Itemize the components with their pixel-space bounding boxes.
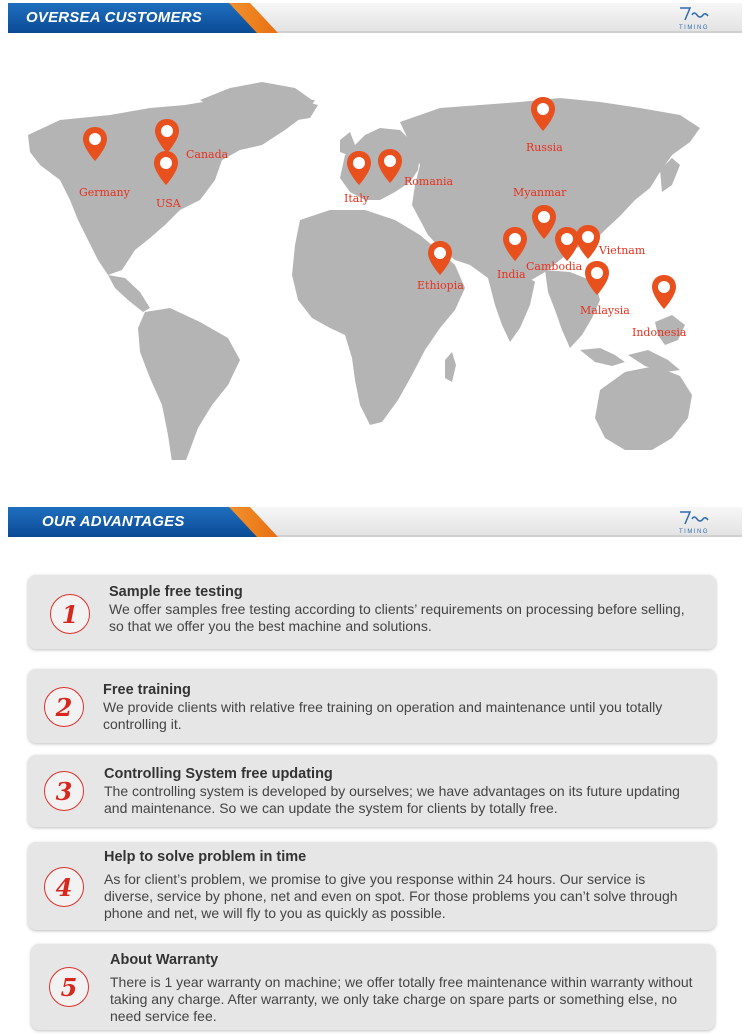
map-pin-label: Vietnam xyxy=(599,244,646,257)
map-pin-label: Ethiopia xyxy=(417,279,464,292)
advantage-heading: Free training xyxy=(103,682,191,698)
advantage-text: We offer samples free testing according to clients’ requirements on processing before selling, so that we offer you the best machine and solutions. xyxy=(109,601,685,634)
number-badge: 1 xyxy=(50,594,90,634)
map-pin-label: Russia xyxy=(526,141,563,154)
map-pin-label: Indonesia xyxy=(632,326,687,339)
advantage-text: As for client’s problem, we promise to give you response within 24 hours. Our service is diverse, service by phone, net and even on spot. For those problems you can’t solve through phone and net, we will fly to you as quickly as possible. xyxy=(104,871,678,921)
number-badge: 4 xyxy=(44,867,84,907)
advantage-heading: Controlling System free updating xyxy=(104,766,333,782)
advantage-text: We provide clients with relative free training on operation and maintenance until you totally controlling it. xyxy=(103,699,663,732)
map-pin-label: Myanmar xyxy=(513,186,567,199)
map-pin-icon xyxy=(346,150,372,186)
timing-logo: TIMING xyxy=(676,509,712,537)
advantage-card xyxy=(28,575,716,649)
world-map xyxy=(0,60,750,460)
map-pin-label: Malaysia xyxy=(580,304,630,317)
map-pin-icon xyxy=(377,148,403,184)
map-pin-label: Italy xyxy=(344,192,370,205)
map-pin-label: Cambodia xyxy=(526,260,583,273)
map-pin-icon xyxy=(584,260,610,296)
map-pin-label: USA xyxy=(156,197,181,210)
advantage-card xyxy=(28,669,716,743)
section-title: OVERSEA CUSTOMERS xyxy=(26,9,202,26)
advantage-heading: Sample free testing xyxy=(109,584,243,600)
map-pin-icon xyxy=(153,150,179,186)
map-pin-label: India xyxy=(497,268,526,281)
map-pin-icon xyxy=(502,226,528,262)
section-title: OUR ADVANTAGES xyxy=(42,513,185,530)
map-pin-icon xyxy=(575,224,601,260)
map-pin-icon xyxy=(530,96,556,132)
number-badge: 5 xyxy=(49,967,89,1007)
map-pin-icon xyxy=(651,274,677,310)
map-pin-label: Germany xyxy=(79,186,130,199)
timing-logo: TIMING xyxy=(676,5,712,33)
map-pin-icon xyxy=(82,126,108,162)
map-pin-icon xyxy=(427,240,453,276)
map-pin-label: Canada xyxy=(186,148,229,161)
advantage-card xyxy=(28,842,716,930)
map-pin-label: Romania xyxy=(404,175,454,188)
map-pin-icon xyxy=(154,118,180,154)
advantage-text: The controlling system is developed by ourselves; we have advantages on its future updating and maintenance. So we can update the system for clients by totally free. xyxy=(104,783,680,816)
our-advantages-banner xyxy=(8,507,742,537)
advantage-card xyxy=(28,755,716,827)
world-map-graphic xyxy=(0,60,750,460)
number-badge: 2 xyxy=(44,687,84,727)
advantage-heading: Help to solve problem in time xyxy=(104,849,307,865)
advantage-heading: About Warranty xyxy=(110,952,219,968)
advantage-card xyxy=(31,944,715,1030)
oversea-customers-banner xyxy=(8,3,742,33)
number-badge: 3 xyxy=(44,771,84,811)
advantage-text: There is 1 year warranty on machine; we offer totally free maintenance within warranty without taking any charge. After warranty, we only take charge on spare parts or something else, no need service fee. xyxy=(110,974,693,1024)
